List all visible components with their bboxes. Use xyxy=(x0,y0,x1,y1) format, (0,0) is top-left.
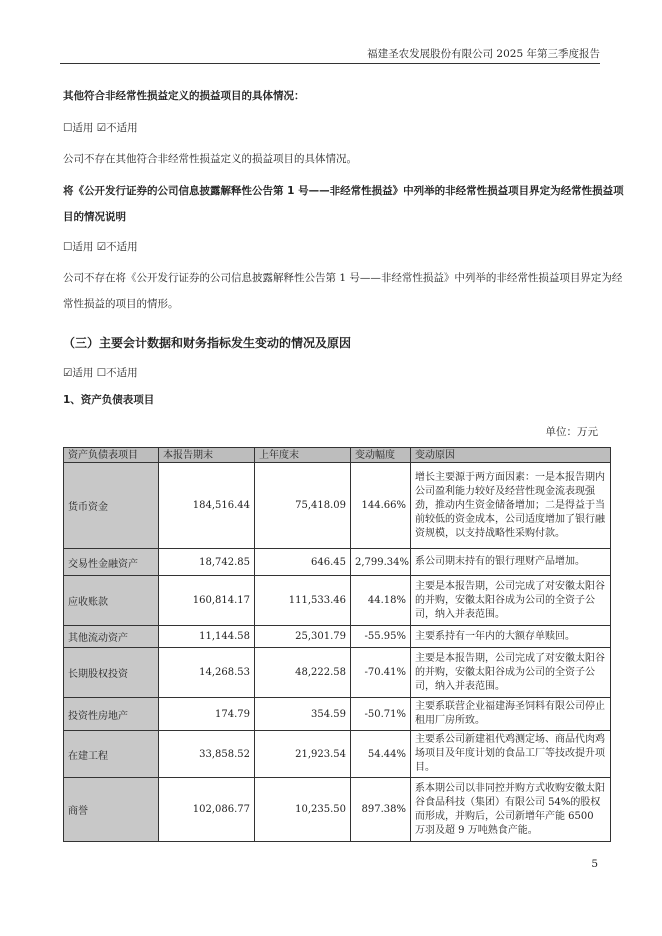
row-reason: 系公司期末持有的银行理财产品增加。 xyxy=(411,549,611,576)
row-item: 货币资金 xyxy=(64,463,159,549)
row-current: 174.79 xyxy=(159,698,255,731)
section1-heading: 其他符合非经常性损益定义的损益项目的具体情况： xyxy=(63,90,305,102)
row-change: -55.95% xyxy=(351,626,411,648)
row-reason: 主要是本报告期，公司完成了对安徽太阳谷的并购，安徽太阳谷成为公司的全资子公司，纳入并表范围。 xyxy=(411,576,611,626)
page-header xyxy=(60,47,600,64)
row-current: 14,268.53 xyxy=(159,648,255,698)
row-reason: 系本期公司以非同控并购方式收购安徽太阳谷食品科技（集团）有限公司 54%的股权而形成，并购后，公司新增年产能 6500 万羽及超 9 万吨熟食产能。 xyxy=(411,778,611,842)
row-reason: 增长主要源于两方面因素：一是本报告期内公司盈利能力较好及经营性现金流表现强劲，推动内生资金储备增加；二是得益于当前较低的资金成本，公司适度增加了银行融资规模，以支持战略性采购付款。 xyxy=(411,463,611,549)
row-item: 长期股权投资 xyxy=(64,648,159,698)
row-item: 其他流动资产 xyxy=(64,626,159,648)
row-item: 交易性金融资产 xyxy=(64,549,159,576)
row-current: 184,516.44 xyxy=(159,463,255,549)
header-title: 福建圣农发展股份有限公司 2025 年第三季度报告 xyxy=(367,48,600,60)
section2-text-line1: 公司不存在将《公开发行证券的公司信息披露解释性公告第 1 号——非经常性损益》中列举的非经常性损益项目界定为经 xyxy=(63,272,623,284)
row-current: 102,086.77 xyxy=(159,778,255,842)
table-row xyxy=(64,778,611,842)
row-change: 54.44% xyxy=(351,731,411,778)
section2-options: ☐适用 ☑不适用 xyxy=(63,241,138,253)
section3-subtitle: 1、资产负债表项目 xyxy=(63,394,155,406)
table-row xyxy=(64,549,611,576)
row-reason: 主要是本报告期，公司完成了对安徽太阳谷的并购，安徽太阳谷成为公司的全资子公司，纳入并表范围。 xyxy=(411,648,611,698)
table-row xyxy=(64,648,611,698)
table-row xyxy=(64,576,611,626)
section2-text-line2: 常性损益的项目的情形。 xyxy=(63,298,179,310)
row-current: 33,858.52 xyxy=(159,731,255,778)
row-prior: 75,418.09 xyxy=(255,463,351,549)
row-reason: 主要系持有一年内的大额存单赎回。 xyxy=(411,626,611,648)
section2-heading-line1: 将《公开发行证券的公司信息披露解释性公告第 1 号——非经常性损益》中列举的非经常性损益项目界定为经常性损益项 xyxy=(63,185,624,197)
col-header-item: 资产负债表项目 xyxy=(64,448,159,463)
section1-options: ☐适用 ☑不适用 xyxy=(63,122,138,134)
row-prior: 646.45 xyxy=(255,549,351,576)
col-header-change: 变动幅度 xyxy=(351,448,411,463)
row-reason: 主要系联营企业福建海圣饲料有限公司停止租用厂房所致。 xyxy=(411,698,611,731)
row-item: 应收账款 xyxy=(64,576,159,626)
row-item: 在建工程 xyxy=(64,731,159,778)
row-reason: 主要系公司新建祖代鸡测定场、商品代肉鸡场项目及年度计划的食品工厂等技改提升项目。 xyxy=(411,731,611,778)
col-header-prior: 上年度末 xyxy=(255,448,351,463)
row-current: 18,742.85 xyxy=(159,549,255,576)
table-row xyxy=(64,626,611,648)
row-prior: 10,235.50 xyxy=(255,778,351,842)
section1-text: 公司不存在其他符合非经常性损益定义的损益项目的具体情况。 xyxy=(63,153,357,165)
row-change: -50.71% xyxy=(351,698,411,731)
section3-options: ☑适用 ☐不适用 xyxy=(63,367,138,379)
row-current: 11,144.58 xyxy=(159,626,255,648)
row-prior: 48,222.58 xyxy=(255,648,351,698)
page-number: 5 xyxy=(591,858,598,870)
table-header-row xyxy=(64,448,611,463)
row-prior: 21,923.54 xyxy=(255,731,351,778)
row-item: 商誉 xyxy=(64,778,159,842)
col-header-reason: 变动原因 xyxy=(411,448,611,463)
row-change: 44.18% xyxy=(351,576,411,626)
row-prior: 25,301.79 xyxy=(255,626,351,648)
row-prior: 111,533.46 xyxy=(255,576,351,626)
table-row xyxy=(64,731,611,778)
section3-title: （三）主要会计数据和财务指标发生变动的情况及原因 xyxy=(63,336,352,350)
row-change: 897.38% xyxy=(351,778,411,842)
row-current: 160,814.17 xyxy=(159,576,255,626)
row-prior: 354.59 xyxy=(255,698,351,731)
table-row xyxy=(64,698,611,731)
row-change: 144.66% xyxy=(351,463,411,549)
row-change: -70.41% xyxy=(351,648,411,698)
balance-sheet-table xyxy=(63,447,611,842)
row-change: 2,799.34% xyxy=(351,549,411,576)
col-header-current: 本报告期末 xyxy=(159,448,255,463)
row-item: 投资性房地产 xyxy=(64,698,159,731)
unit-label: 单位：万元 xyxy=(545,426,598,438)
table-row xyxy=(64,463,611,549)
section2-heading-line2: 目的情况说明 xyxy=(63,211,126,223)
